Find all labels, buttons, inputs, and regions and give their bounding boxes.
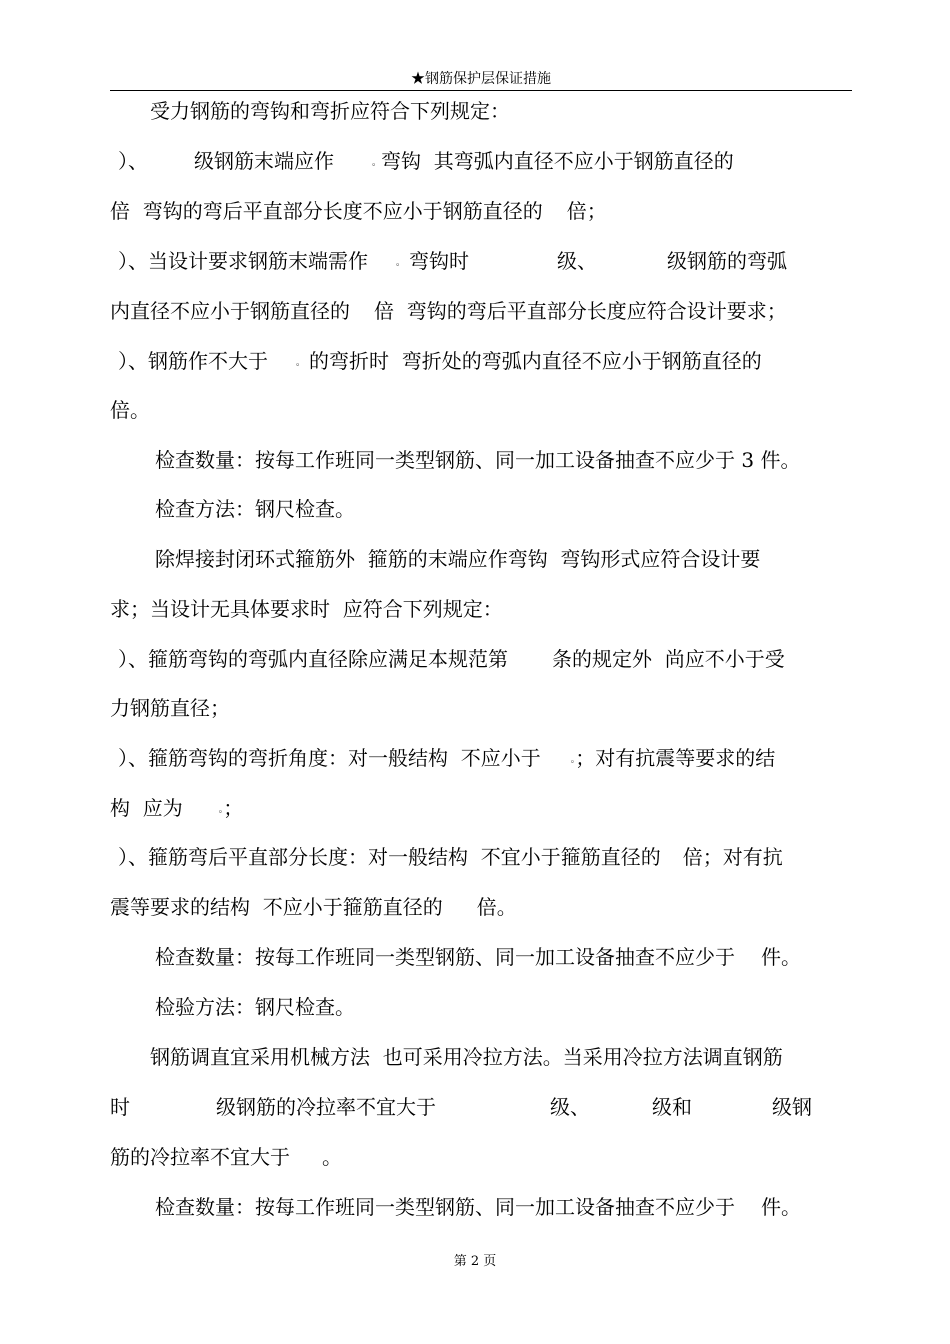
page-number: 第 2 页: [453, 1254, 497, 1269]
text-line: 受力钢筋的弯钩和弯折应符合下列规定：: [150, 99, 510, 123]
text-line: 检查数量：按每工作班同一类型钢筋、同一加工设备抽查不应少于 件。: [155, 945, 801, 969]
text-line: 筋的冷拉率不宜大于 。: [110, 1145, 342, 1169]
text-line: 构 应为 。；: [110, 796, 244, 820]
header-title: ★钢筋保护层保证措施: [411, 71, 551, 87]
text-line: ）、钢筋作不大于 。 的弯折时 弯折处的弯弧内直径不应小于钢筋直径的: [118, 349, 762, 373]
text-line: 检查方法：钢尺检查。: [155, 497, 355, 521]
text-line: 内直径不应小于钢筋直径的 倍 弯钩的弯后平直部分长度应符合设计要求；: [110, 299, 787, 323]
text-line: 检验方法：钢尺检查。: [155, 995, 355, 1019]
text-line: ）、当设计要求钢筋末端需作 。 弯钩时 级、 级钢筋的弯弧: [118, 249, 788, 273]
text-line: 检查数量：按每工作班同一类型钢筋、同一加工设备抽查不应少于 3 件。: [155, 448, 801, 472]
text-line: ）、箍筋弯后平直部分长度：对一般结构 不宜小于箍筋直径的 倍；对有抗: [118, 845, 783, 869]
text-line: 检查数量：按每工作班同一类型钢筋、同一加工设备抽查不应少于 件。: [155, 1195, 801, 1219]
text-line: 倍 弯钩的弯后平直部分长度不应小于钢筋直径的 倍；: [110, 199, 607, 223]
text-line: 除焊接封闭环式箍筋外 箍筋的末端应作弯钩 弯钩形式应符合设计要: [155, 547, 761, 571]
text-line: ）、箍筋弯钩的弯折角度：对一般结构 不应小于 。；对有抗震等要求的结: [118, 746, 776, 770]
text-line: ）、箍筋弯钩的弯弧内直径除应满足本规范第 条的规定外 尚应不小于受: [118, 647, 785, 671]
text-line: 求；当设计无具体要求时 应符合下列规定：: [110, 597, 503, 621]
text-line: 时 级钢筋的冷拉率不宜大于 级、 级和 级钢: [110, 1095, 812, 1119]
text-line: 倍。: [110, 398, 150, 422]
text-line: 震等要求的结构 不应小于箍筋直径的 倍。: [110, 895, 517, 919]
text-line: ）、 级钢筋末端应作 。弯钩 其弯弧内直径不应小于钢筋直径的: [118, 149, 734, 173]
text-line: 钢筋调直宜采用机械方法 也可采用冷拉方法。当采用冷拉方法调直钢筋: [150, 1045, 783, 1069]
page-header: [110, 68, 852, 91]
text-line: 力钢筋直径；: [110, 696, 230, 720]
